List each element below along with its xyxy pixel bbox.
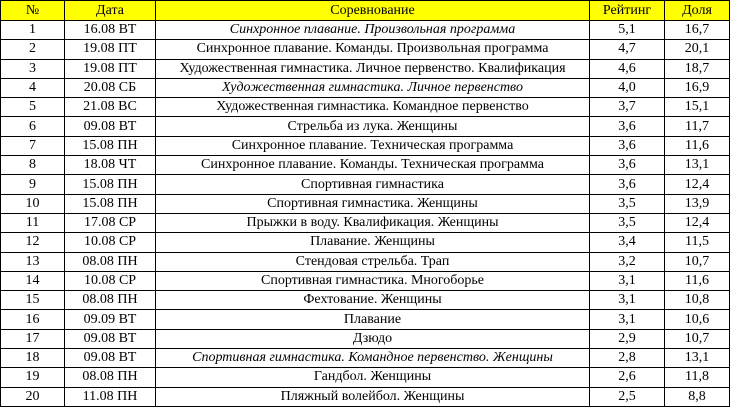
table-row: [1, 349, 730, 368]
table-row: [1, 175, 730, 194]
cell-rating: 2,6: [590, 368, 665, 387]
cell-share: 11,5: [665, 233, 730, 252]
header-number: №: [1, 1, 65, 21]
cell-share: 15,1: [665, 98, 730, 117]
table-body: [1, 21, 730, 407]
cell-date: 09.08 ВТ: [65, 349, 156, 368]
header-rating: Рейтинг: [590, 1, 665, 21]
table-row: [1, 117, 730, 136]
cell-event: Синхронное плавание. Команды. Произвольная программа: [156, 40, 590, 59]
cell-share: 11,6: [665, 271, 730, 290]
cell-event: Спортивная гимнастика. Командное первенство. Женщины: [156, 349, 590, 368]
cell-rating: 3,1: [590, 271, 665, 290]
cell-number: 2: [1, 40, 65, 59]
cell-share: 20,1: [665, 40, 730, 59]
cell-event: Дзюдо: [156, 329, 590, 348]
cell-number: 1: [1, 21, 65, 40]
cell-rating: 3,4: [590, 233, 665, 252]
cell-share: 10,8: [665, 291, 730, 310]
cell-rating: 3,6: [590, 175, 665, 194]
cell-share: 13,1: [665, 349, 730, 368]
cell-date: 09.08 ВТ: [65, 329, 156, 348]
cell-share: 16,7: [665, 21, 730, 40]
cell-event: Стендовая стрельба. Трап: [156, 252, 590, 271]
cell-date: 21.08 ВС: [65, 98, 156, 117]
cell-number: 10: [1, 194, 65, 213]
cell-rating: 2,8: [590, 349, 665, 368]
cell-event: Фехтование. Женщины: [156, 291, 590, 310]
cell-date: 11.08 ПН: [65, 387, 156, 406]
cell-number: 7: [1, 136, 65, 155]
cell-date: 10.08 СР: [65, 271, 156, 290]
table-row: [1, 387, 730, 406]
cell-share: 13,9: [665, 194, 730, 213]
cell-number: 20: [1, 387, 65, 406]
cell-date: 08.08 ПН: [65, 368, 156, 387]
cell-rating: 3,6: [590, 117, 665, 136]
cell-share: 16,9: [665, 78, 730, 97]
cell-event: Спортивная гимнастика. Женщины: [156, 194, 590, 213]
cell-date: 18.08 ЧТ: [65, 156, 156, 175]
cell-rating: 3,5: [590, 213, 665, 232]
table-row: [1, 329, 730, 348]
cell-date: 09.08 ВТ: [65, 117, 156, 136]
cell-number: 15: [1, 291, 65, 310]
cell-number: 3: [1, 59, 65, 78]
table-row: [1, 291, 730, 310]
cell-date: 09.09 ВТ: [65, 310, 156, 329]
cell-share: 13,1: [665, 156, 730, 175]
table-row: [1, 213, 730, 232]
cell-event: Художественная гимнастика. Командное первенство: [156, 98, 590, 117]
cell-rating: 2,9: [590, 329, 665, 348]
cell-date: 20.08 СБ: [65, 78, 156, 97]
cell-event: Художественная гимнастика. Личное первенство: [156, 78, 590, 97]
cell-event: Синхронное плавание. Произвольная программа: [156, 21, 590, 40]
table-row: [1, 271, 730, 290]
table-row: [1, 368, 730, 387]
cell-event: Плавание. Женщины: [156, 233, 590, 252]
cell-share: 12,4: [665, 175, 730, 194]
cell-rating: 3,6: [590, 136, 665, 155]
cell-rating: 3,2: [590, 252, 665, 271]
table-row: [1, 21, 730, 40]
cell-share: 11,6: [665, 136, 730, 155]
cell-share: 12,4: [665, 213, 730, 232]
cell-event: Гандбол. Женщины: [156, 368, 590, 387]
cell-number: 11: [1, 213, 65, 232]
cell-share: 8,8: [665, 387, 730, 406]
cell-date: 10.08 СР: [65, 233, 156, 252]
cell-rating: 3,1: [590, 310, 665, 329]
table-row: [1, 40, 730, 59]
cell-number: 18: [1, 349, 65, 368]
cell-date: 15.08 ПН: [65, 136, 156, 155]
cell-share: 10,6: [665, 310, 730, 329]
cell-number: 13: [1, 252, 65, 271]
cell-rating: 4,0: [590, 78, 665, 97]
table-row: [1, 156, 730, 175]
table-row: [1, 233, 730, 252]
table-row: [1, 194, 730, 213]
cell-event: Прыжки в воду. Квалификация. Женщины: [156, 213, 590, 232]
cell-date: 15.08 ПН: [65, 194, 156, 213]
cell-date: 16.08 ВТ: [65, 21, 156, 40]
cell-date: 17.08 СР: [65, 213, 156, 232]
cell-event: Спортивная гимнастика: [156, 175, 590, 194]
cell-number: 17: [1, 329, 65, 348]
cell-number: 14: [1, 271, 65, 290]
cell-rating: 3,5: [590, 194, 665, 213]
cell-event: Спортивная гимнастика. Многоборье: [156, 271, 590, 290]
cell-number: 5: [1, 98, 65, 117]
cell-date: 08.08 ПН: [65, 291, 156, 310]
cell-rating: 3,7: [590, 98, 665, 117]
cell-rating: 2,5: [590, 387, 665, 406]
cell-event: Плавание: [156, 310, 590, 329]
cell-event: Пляжный волейбол. Женщины: [156, 387, 590, 406]
cell-number: 9: [1, 175, 65, 194]
cell-rating: 3,1: [590, 291, 665, 310]
cell-number: 8: [1, 156, 65, 175]
cell-date: 15.08 ПН: [65, 175, 156, 194]
cell-event: Синхронное плавание. Техническая программа: [156, 136, 590, 155]
table-row: [1, 78, 730, 97]
cell-date: 08.08 ПН: [65, 252, 156, 271]
cell-rating: 4,6: [590, 59, 665, 78]
header-date: Дата: [65, 1, 156, 21]
cell-rating: 4,7: [590, 40, 665, 59]
cell-event: Художественная гимнастика. Личное первенство. Квалификация: [156, 59, 590, 78]
header-share: Доля: [665, 1, 730, 21]
cell-share: 10,7: [665, 329, 730, 348]
cell-number: 19: [1, 368, 65, 387]
table-row: [1, 59, 730, 78]
cell-date: 19.08 ПТ: [65, 40, 156, 59]
table-row: [1, 310, 730, 329]
cell-rating: 5,1: [590, 21, 665, 40]
cell-rating: 3,6: [590, 156, 665, 175]
cell-number: 12: [1, 233, 65, 252]
header-event: Соревнование: [156, 1, 590, 21]
table-row: [1, 136, 730, 155]
cell-share: 18,7: [665, 59, 730, 78]
cell-event: Синхронное плавание. Команды. Техническая программа: [156, 156, 590, 175]
cell-number: 6: [1, 117, 65, 136]
cell-number: 16: [1, 310, 65, 329]
table-row: [1, 252, 730, 271]
cell-share: 11,8: [665, 368, 730, 387]
table-row: [1, 98, 730, 117]
cell-share: 10,7: [665, 252, 730, 271]
cell-date: 19.08 ПТ: [65, 59, 156, 78]
cell-share: 11,7: [665, 117, 730, 136]
header-row: [1, 1, 730, 21]
cell-event: Стрельба из лука. Женщины: [156, 117, 590, 136]
cell-number: 4: [1, 78, 65, 97]
